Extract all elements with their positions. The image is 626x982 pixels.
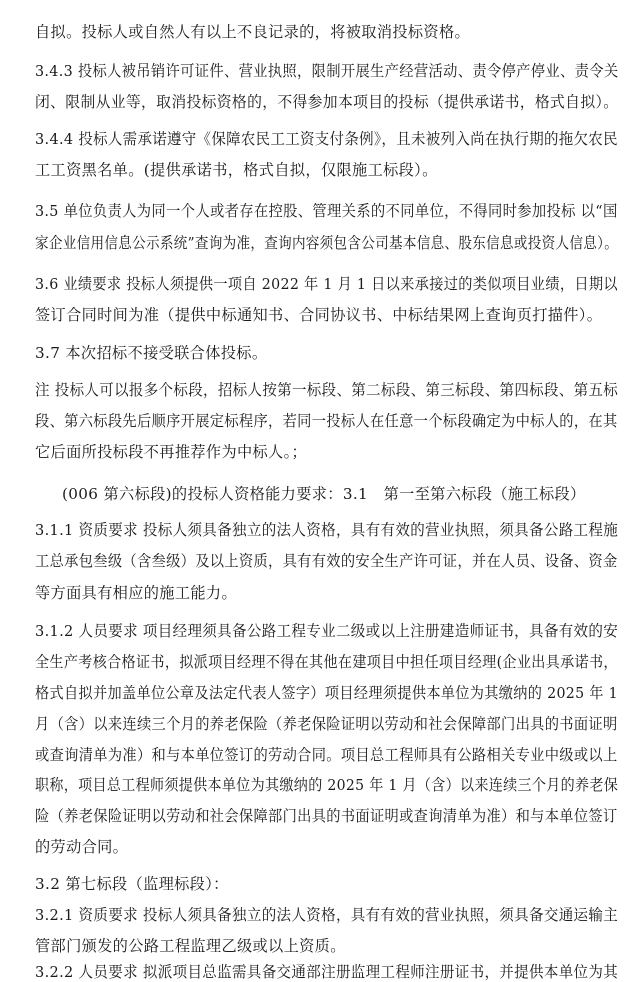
text-line: 3.2 第七标段（监理标段）： (35, 875, 229, 893)
text-line: 工总承包叁级（含叁级）及以上资质，具有有效的安全生产许可证，并在人员、设备、资金 (35, 552, 618, 570)
text-line: 全生产考核合格证书，拟派项目经理不得在其他在建项目中担任项目经理(企业出具承诺书， (35, 653, 618, 671)
text-line: 等方面具有相应的施工能力。 (35, 584, 237, 602)
text-line: 月（含）以来连续三个月的养老保险（养老保险证明以劳动和社会保障部门出具的书面证明 (35, 715, 618, 733)
text-line: 职称，项目总工程师须提供本单位为其缴纳的 2025 年 1 月（含）以来连续三个月的养老保 (35, 776, 619, 794)
text-line: 3.7 本次招标不接受联合体投标。 (35, 344, 268, 362)
text-line: 签订合同时间为准（提供中标通知书、合同协议书、中标结果网上查询页打描件）。 (35, 306, 603, 324)
text-line: 家企业信用信息公示系统”查询为准，查询内容须包含公司基本信息、股东信息或投资人信息）。 (35, 234, 619, 252)
text-line: 自拟。投标人或自然人有以上不良记录的，将被取消投标资格。 (35, 23, 471, 41)
text-line: 险（养老保险证明以劳动和社会保障部门出具的书面证明或查询清单为准）和与本单位签订 (35, 807, 618, 825)
text-line: 的劳动合同。 (35, 838, 129, 856)
text-line: 段、第六标段先后顺序开展定标程序，若同一投标人在任意一个标段确定为中标人的，在其 (35, 412, 618, 430)
text-line: 3.2.2 人员要求 拟派项目总监需具备交通部注册监理工程师注册证书，并提供本单位为其 (35, 963, 619, 981)
text-line: 3.4.3 投标人被吊销许可证件、营业执照，限制开展生产经营活动、责令停产停业、责令关 (35, 62, 619, 80)
text-line: 闭、限制从业等，取消投标资格的，不得参加本项目的投标（提供承诺书，格式自拟）。 (35, 93, 619, 111)
text-line: 3.5 单位负责人为同一个人或者存在控股、管理关系的不同单位，不得同时参加投标 以“国 (35, 202, 618, 220)
text-line: 管部门颁发的公路工程监理乙级或以上资质。 (35, 937, 346, 955)
text-line: 注 投标人可以报多个标段，招标人按第一标段、第二标段、第三标段、第四标段、第五标 (35, 381, 619, 399)
text-line: 3.6 业绩要求 投标人须提供一项自 2022 年 1 月 1 日以来承接过的类似项目业绩，日期以 (35, 275, 618, 293)
text-line: 3.1.2 人员要求 项目经理须具备公路工程专业二级或以上注册建造师证书，具备有效的安 (35, 622, 619, 640)
text-line: (006 第六标段)的投标人资格能力要求：3.1 第一至第六标段（施工标段） (62, 485, 586, 503)
text-line: 格式自拟并加盖单位公章及法定代表人签字）项目经理须提供本单位为其缴纳的 2025 年 1 (35, 684, 618, 702)
text-line: 工工资黑名单。(提供承诺书，格式自拟，仅限施工标段）。 (35, 161, 438, 179)
text-line: 3.1.1 资质要求 投标人须具备独立的法人资格，具有有效的营业执照，须具备公路工程施 (35, 521, 619, 539)
text-line: 或查询清单为准）和与本单位签订的劳动合同。项目总工程师具有公路相关专业中级或以上 (35, 746, 618, 764)
text-line: 3.2.1 资质要求 投标人须具备独立的法人资格，具有有效的营业执照，须具备交通运输主 (35, 906, 619, 924)
text-line: 3.4.4 投标人需承诺遵守《保障农民工工资支付条例》，且未被列入尚在执行期的拖欠农民 (35, 130, 618, 148)
text-line: 它后面所投标段不再推荐作为中标人。； (35, 443, 308, 461)
